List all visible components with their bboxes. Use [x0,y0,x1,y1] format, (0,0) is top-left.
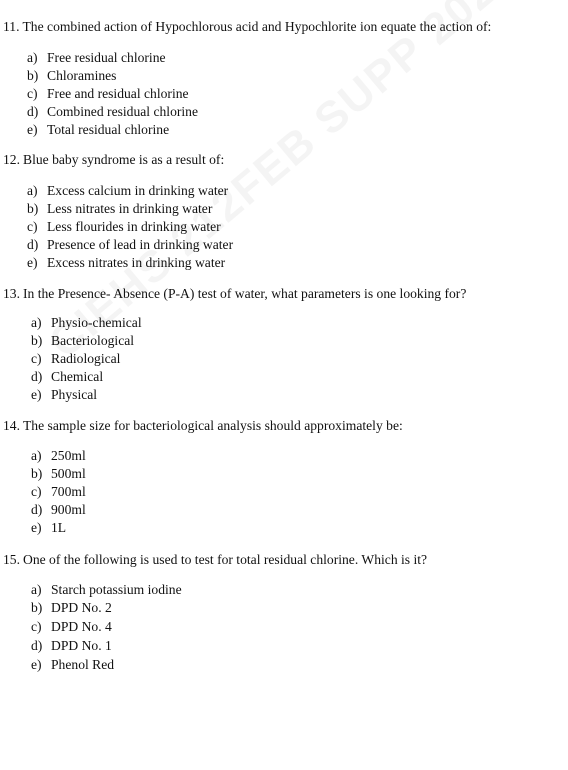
question-text: Blue baby syndrome is as a result of: [23,152,225,167]
option-text: Phenol Red [51,657,115,672]
option-c[interactable] [31,351,120,367]
option-letter: e) [31,520,42,535]
option-letter: d) [27,237,39,252]
question-stem [3,19,491,35]
option-letter: d) [31,638,43,653]
option-text: DPD No. 2 [51,600,112,615]
option-letter: c) [31,351,42,366]
question-number: 11. [3,19,20,34]
option-text: Less nitrates in drinking water [47,201,213,216]
option-d[interactable] [31,502,86,518]
option-d[interactable] [27,237,233,253]
option-letter: c) [27,86,38,101]
option-text: DPD No. 1 [51,638,112,653]
option-b[interactable] [31,333,134,349]
option-letter: b) [31,600,43,615]
option-letter: d) [31,502,43,517]
option-text: Chemical [51,369,104,384]
option-text: Bacteriological [51,333,135,348]
question-text: One of the following is used to test for total residual chlorine. Which is it? [23,552,428,567]
option-text: 700ml [51,484,86,499]
option-letter: d) [27,104,39,119]
option-e[interactable] [27,122,169,138]
option-e[interactable] [31,657,114,673]
option-b[interactable] [31,466,86,482]
question-number: 15. [3,552,20,567]
question-text: The sample size for bacteriological analysis should approximately be: [23,418,403,433]
option-e[interactable] [31,387,97,403]
option-letter: b) [31,466,43,481]
question-number: 14. [3,418,20,433]
option-letter: c) [31,619,42,634]
question-text: The combined action of Hypochlorous acid and Hypochlorite ion equate the action of: [22,19,492,34]
question-number: 13. [3,286,20,301]
option-text: Presence of lead in drinking water [47,237,234,252]
option-letter: e) [27,255,38,270]
option-text: Free residual chlorine [47,50,166,65]
option-text: Physical [51,387,98,402]
option-e[interactable] [31,520,66,536]
option-a[interactable] [27,183,228,199]
option-text: Starch potassium iodine [51,582,182,597]
question-stem [3,552,427,568]
option-letter: a) [31,448,42,463]
option-text: Total residual chlorine [47,122,170,137]
question-stem [3,152,224,168]
option-letter: c) [31,484,42,499]
option-letter: b) [31,333,43,348]
option-letter: c) [27,219,38,234]
option-letter: e) [31,657,42,672]
question-number: 12. [3,152,20,167]
option-a[interactable] [31,582,182,598]
option-a[interactable] [31,315,142,331]
question-stem [3,286,466,302]
option-text: Excess nitrates in drinking water [47,255,226,270]
option-letter: a) [31,582,42,597]
option-text: 500ml [51,466,86,481]
option-text: 250ml [51,448,86,463]
option-c[interactable] [31,484,86,500]
option-text: 900ml [51,502,86,517]
option-c[interactable] [27,219,221,235]
option-letter: b) [27,68,39,83]
option-b[interactable] [31,600,112,616]
option-letter: a) [27,183,38,198]
option-text: Radiological [51,351,121,366]
option-c[interactable] [31,619,112,635]
option-letter: b) [27,201,39,216]
option-d[interactable] [31,369,103,385]
option-b[interactable] [27,68,116,84]
option-b[interactable] [27,201,212,217]
option-d[interactable] [31,638,112,654]
option-text: Excess calcium in drinking water [47,183,229,198]
question-text: In the Presence- Absence (P-A) test of water, what parameters is one looking for? [23,286,467,301]
option-text: DPD No. 4 [51,619,112,634]
option-e[interactable] [27,255,225,271]
option-letter: e) [27,122,38,137]
option-letter: d) [31,369,43,384]
option-a[interactable] [31,448,86,464]
option-text: Physio-chemical [51,315,142,330]
option-letter: a) [27,50,38,65]
option-text: Chloramines [47,68,117,83]
option-d[interactable] [27,104,198,120]
option-text: Less flourides in drinking water [47,219,221,234]
option-letter: e) [31,387,42,402]
option-text: Free and residual chlorine [47,86,189,101]
option-c[interactable] [27,86,189,102]
option-text: Combined residual chlorine [47,104,199,119]
option-letter: a) [31,315,42,330]
option-a[interactable] [27,50,166,66]
question-stem [3,418,403,434]
option-text: 1L [51,520,67,535]
